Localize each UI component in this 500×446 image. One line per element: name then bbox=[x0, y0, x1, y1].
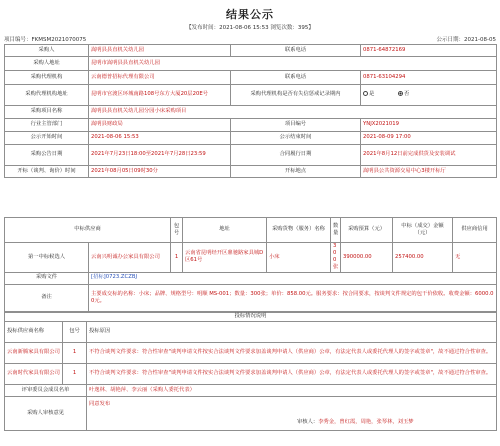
credit-yes-radio[interactable] bbox=[363, 91, 368, 96]
phone-value: 0871-64872169 bbox=[361, 45, 497, 57]
header-address: 地址 bbox=[183, 218, 267, 243]
credit-no-radio[interactable] bbox=[398, 91, 403, 96]
agency-phone-label: 联系电话 bbox=[231, 71, 361, 85]
header-goods: 采购货物（服务）名称 bbox=[267, 218, 331, 243]
winner-amount: 257400.00 bbox=[393, 243, 453, 273]
bidder-reason: 不符合谈判文件要求：符合性审查"谈判申请文件按实合法谈判文件要求加盖谈判申请人（供应商）公章，有法定代表人或委托代理人的签字或签章"，故不通过符合性审查。 bbox=[87, 343, 497, 364]
winner-credit: 无 bbox=[453, 243, 497, 273]
award-table bbox=[4, 217, 497, 313]
project-no-value: YNJX2021019 bbox=[361, 119, 497, 132]
project-info-table bbox=[4, 44, 497, 178]
buyer-label: 采购人 bbox=[5, 45, 89, 57]
project-no-label: 项目编号 bbox=[231, 119, 361, 132]
page-title: 结果公示 bbox=[226, 8, 274, 21]
signers-line bbox=[297, 419, 414, 426]
col-bidder-name: 投标供应商名称 bbox=[5, 322, 63, 343]
header-supplier: 中标供应商 bbox=[5, 218, 171, 243]
bidder-reason: 不符合谈判文件要求：符合性审查"谈判申请文件按实合法谈判文件要求加盖谈判申请人（供应商）公章，有法定代表人或委托代理人的签字或签章"，故不通过符合性审查。 bbox=[87, 364, 497, 385]
file-link-cell bbox=[89, 272, 497, 284]
project-name-value: 嵩明县县直机关幼儿园分园小床采购项目 bbox=[89, 106, 497, 119]
publish-start-value: 2021-08-06 15:53 bbox=[89, 132, 231, 145]
table-row bbox=[5, 364, 497, 385]
open-time-label: 开标（谈判、询价）时间 bbox=[5, 166, 89, 178]
signers-value: 李秀金，曾红霞，周艳，张琴林，刘玉梦 bbox=[318, 419, 414, 425]
dept-label: 行业主管部门 bbox=[5, 119, 89, 132]
agency-label: 采购代理机构 bbox=[5, 71, 89, 85]
winner-package: 1 bbox=[171, 243, 183, 273]
bidder-name: 云南新腾家具有限公司 bbox=[5, 343, 63, 364]
panel-value: 叶逸林、胡艳萍、李云丽（采购人委托代表） bbox=[87, 385, 497, 397]
section-title: 投标情况说明 bbox=[5, 312, 497, 322]
sub-header bbox=[4, 33, 496, 43]
note-value: 主要成交标的名称：小床；品牌、规格型号：明顺 MS-001；数量：300张；单价：858.00元。服务要求：按合同要求，按谈判文件规定的包干价依收。收费金额：6000.00元。 bbox=[89, 284, 497, 312]
panel-label: 评审委员会成员名单 bbox=[5, 385, 87, 397]
winner-address: 云南省昆明经开区鼎驰路家具城D区61号 bbox=[183, 243, 267, 273]
open-place-value: 嵩明县公共资源交易中心3楼开标厅 bbox=[361, 166, 497, 178]
agency-value: 云南德普招标代理有限公司 bbox=[89, 71, 231, 85]
publish-end-label: 公示结束时间 bbox=[231, 132, 361, 145]
col-reason: 投标原因 bbox=[87, 322, 497, 343]
agency-address-label: 采购代理机构地址 bbox=[5, 85, 89, 106]
note-label: 备注 bbox=[5, 284, 89, 312]
winner-supplier: 云南兴明诚办公家具有限公司 bbox=[89, 243, 171, 273]
credit-record-label: 采购代理机构是否有失信惩戒记录期内 bbox=[231, 85, 361, 106]
file-label: 采购文件 bbox=[5, 272, 89, 284]
winner-budget: 390000.00 bbox=[341, 243, 393, 273]
agency-phone-value: 0871-63104294 bbox=[361, 71, 497, 85]
publish-meta: 【发布时间：2021-08-06 15:53 浏览次数：395】 bbox=[186, 25, 314, 31]
winner-rank: 第一中标候选人 bbox=[5, 243, 89, 273]
open-place-label: 开标地点 bbox=[231, 166, 361, 178]
header-package: 包号 bbox=[171, 218, 183, 243]
table-row bbox=[5, 343, 497, 364]
buyer-value: 嵩明县县直机关幼儿园 bbox=[89, 45, 231, 57]
bidder-package: 1 bbox=[63, 343, 87, 364]
phone-label: 联系电话 bbox=[231, 45, 361, 57]
contract-date-label: 合同履行日期 bbox=[231, 145, 361, 166]
publish-end-value: 2021-08-09 17:00 bbox=[361, 132, 497, 145]
publish-date-line: 公示日期：2021-08-05 bbox=[436, 37, 496, 43]
project-name-label: 采购项目名称 bbox=[5, 106, 89, 119]
header-amount: 中标（成交）金额（元） bbox=[393, 218, 453, 243]
opinion-value: 同意发布 bbox=[89, 401, 111, 407]
buyer-address-label: 采购人地址 bbox=[5, 57, 89, 71]
header-quantity: 数量 bbox=[331, 218, 341, 243]
winner-quantity: 300张 bbox=[331, 243, 341, 273]
announce-date-value: 2021年7月23日18:00至2021年7月28日23:59 bbox=[89, 145, 231, 166]
winner-goods: 小床 bbox=[267, 243, 331, 273]
opinion-label: 采购人审核意见 bbox=[5, 397, 87, 431]
credit-record-options bbox=[361, 85, 497, 106]
buyer-address-value: 昆明市嵩明县县直机关幼儿园 bbox=[89, 57, 497, 71]
contract-date-value: 2021年8月12日前完成供货及安装调试 bbox=[361, 145, 497, 166]
bidder-name: 云南时代家具有限公司 bbox=[5, 364, 63, 385]
agency-address-value: 昆明市官渡区环城南路108号东方大厦20层20E号 bbox=[89, 85, 231, 106]
publish-start-label: 公示开始时间 bbox=[5, 132, 89, 145]
credit-yes-label: 是 bbox=[369, 91, 375, 98]
dept-value: 嵩明县财政局 bbox=[89, 119, 231, 132]
credit-no-label: 否 bbox=[404, 91, 410, 98]
opinion-cell bbox=[87, 397, 497, 431]
col-package: 包号 bbox=[63, 322, 87, 343]
signers-label: 审核人： bbox=[297, 419, 319, 425]
header-budget: 采购预算（元） bbox=[341, 218, 393, 243]
announce-date-label: 采购公告日期 bbox=[5, 145, 89, 166]
file-link[interactable]: [招标]0723.ZCZBJ bbox=[91, 274, 138, 281]
open-time-value: 2021年08月05日09时30分 bbox=[89, 166, 231, 178]
project-number-line: 项目编号：FKMSM2021070075 bbox=[4, 37, 87, 43]
bidders-table bbox=[4, 311, 497, 431]
bidder-package: 1 bbox=[63, 364, 87, 385]
header-credit: 供应商信用 bbox=[453, 218, 497, 243]
